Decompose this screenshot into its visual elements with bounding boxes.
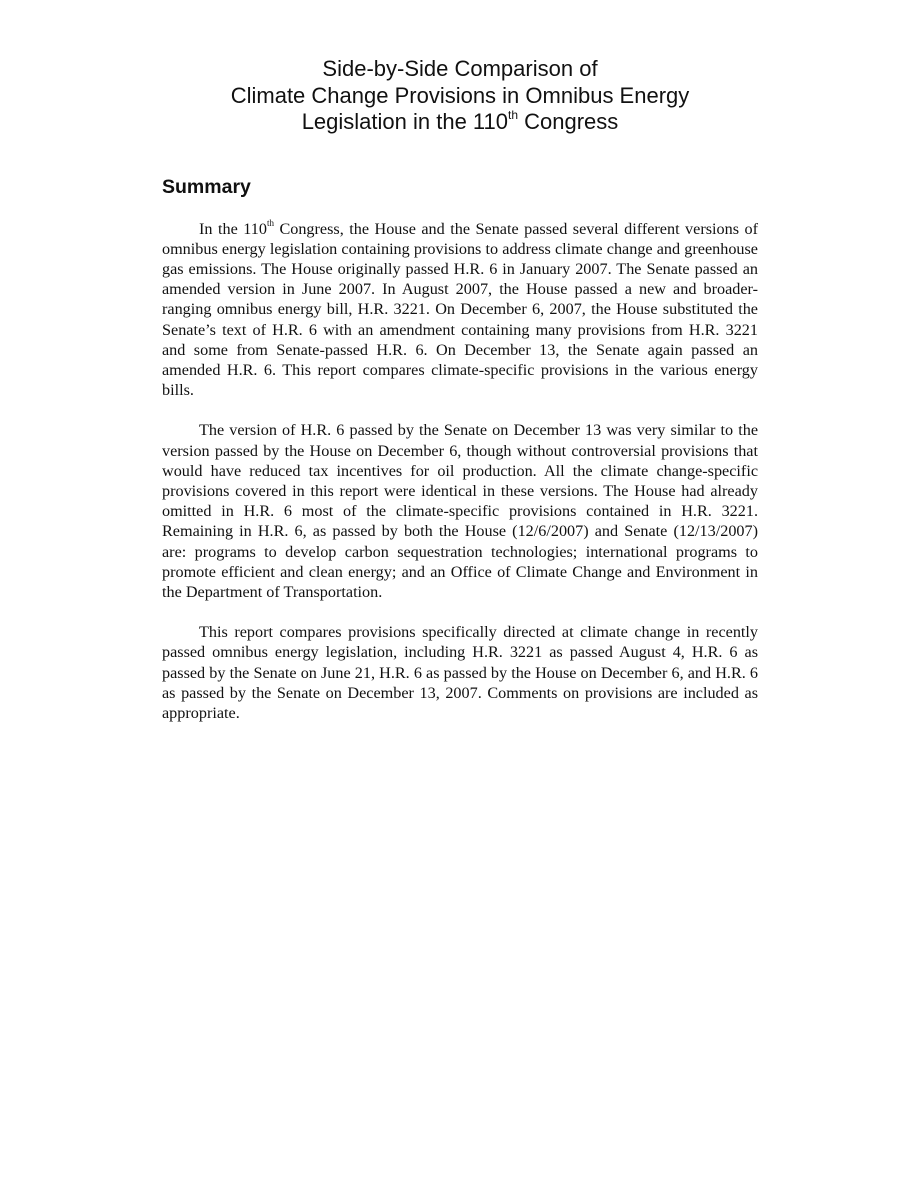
title-line-2: Climate Change Provisions in Omnibus Energy [230, 82, 690, 108]
p1-rest: Congress, the House and the Senate passed several different versions of omnibus energy legislation containing provisions to address climate change and greenhouse gas emissions. The House originally passed H.R. 6 in January 2007. The Senate passed an amended version in June 2007. In August 2007, the House passed a new and broader-ranging omnibus energy bill, H.R. 3221. On December 6, 2007, the House substituted the Senate’s text of H.R. 6 with an amendment containing many provisions from H.R. 3221 and some from Senate-passed H.R. 6. On December 13, the Senate again passed an amended H.R. 6. This report compares climate-specific provisions in the various energy bills. [162, 219, 758, 400]
title-ordinal-suffix: th [508, 107, 519, 122]
summary-paragraph-1 [162, 219, 758, 401]
title-line-1: Side-by-Side Comparison of [322, 56, 598, 81]
title-line-3-main: Legislation in the 110 [301, 109, 508, 134]
title-line-3-end: Congress [518, 109, 619, 134]
summary-heading: Summary [162, 175, 251, 198]
p1-start: In the 110 [199, 219, 267, 238]
summary-paragraph-2: The version of H.R. 6 passed by the Senate on December 13 was very similar to the version passed by the House on December 6, though without controversial provisions that would have reduced tax incentives for oil production. All the climate change-specific provisions covered in this report were identical in these versions. The House had already omitted in H.R. 6 most of the climate-specific provisions contained in H.R. 3221. Remaining in H.R. 6, as passed by both the House (12/6/2007) and Senate (12/13/2007) are: programs to develop carbon sequestration technologies; international programs to promote efficient and clean energy; and an Office of Climate Change and Environment in the Department of Transportation. [162, 421, 758, 601]
page-title [162, 56, 758, 136]
p1-ordinal-suffix: th [266, 218, 274, 229]
summary-paragraph-3: This report compares provisions specifically directed at climate change in recently passed omnibus energy legislation, including H.R. 3221 as passed August 4, H.R. 6 as passed by the Senate on June 21, H.R. 6 as passed by the House on December 6, and H.R. 6 as passed by the Senate on December 13, 2007. Comments on provisions are included as appropriate. [162, 623, 758, 722]
document-page [162, 56, 758, 723]
title-line-3 [162, 109, 758, 136]
